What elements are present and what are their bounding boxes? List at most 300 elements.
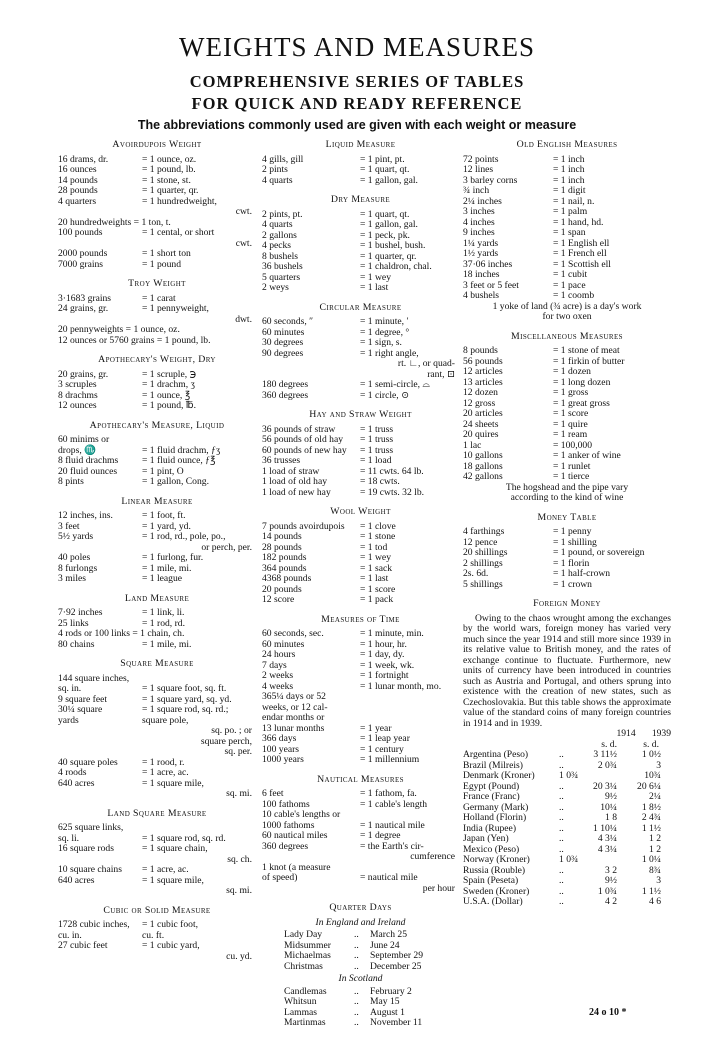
table-row: [58, 726, 256, 737]
table-row: [463, 186, 671, 197]
row-left: 1000 fathoms: [262, 819, 315, 831]
section-liquid-measure: [262, 140, 459, 186]
table-row: [58, 260, 256, 271]
row-right: = 1 short ton: [142, 248, 191, 259]
row-right: = 1 ounce, ℥: [142, 389, 191, 401]
row-right: sq. per.: [224, 746, 252, 757]
country: India (Rupee): [463, 822, 517, 834]
table-row: [463, 291, 671, 302]
row-left: 8 furlongs: [58, 562, 98, 574]
row-right: = 1 square yard, sq. yd.: [142, 693, 232, 705]
row-right: = 18 cwts.: [360, 476, 400, 487]
section-title: Hay and Straw Weight: [309, 409, 412, 420]
table-row: [262, 997, 459, 1008]
value-1914: 9½: [605, 875, 617, 886]
currency-row: [463, 792, 671, 803]
row-dots: ..: [559, 822, 564, 834]
table-row: [58, 304, 256, 315]
row-left: 27 cubic feet: [58, 940, 108, 951]
row-left: drops, ♏: [58, 444, 97, 456]
row-right: = 1 lunar month, mo.: [360, 680, 442, 692]
row-dots: ..: [559, 801, 564, 813]
row-left: 2000 pounds: [58, 248, 108, 259]
row-left: 4 quarters: [58, 195, 97, 207]
row-name: Christmas: [284, 960, 323, 972]
value-1939: 1 2: [649, 833, 661, 844]
row-left: 40 square poles: [58, 756, 118, 768]
table-row: [58, 553, 256, 564]
row-right: = 1 pack: [360, 594, 394, 605]
row-left: 20 pounds: [262, 583, 302, 595]
section-note: according to the kind of wine: [510, 492, 624, 503]
row-left: 7 pounds avoirdupois: [262, 520, 345, 532]
row-left: [58, 747, 142, 758]
row-left: 8 pints: [58, 476, 84, 487]
currency-row: [463, 897, 671, 908]
section-money-table: [463, 513, 671, 591]
row-left: 16 ounces: [58, 164, 97, 175]
row-left: 1 load of old hay: [262, 476, 328, 487]
row-left: 5½ yards: [58, 531, 94, 542]
row-left: 1 knot (a measure: [262, 861, 331, 873]
value-1914: [573, 771, 617, 782]
country: Argentina (Peso): [463, 749, 529, 760]
table-row: [463, 367, 671, 378]
table-row: [262, 734, 459, 745]
row-left: 12 ounces: [58, 400, 97, 411]
row-dots: ..: [354, 929, 359, 940]
row-right: = 1 penny: [553, 526, 592, 537]
row-right: = 1 tod: [360, 541, 388, 553]
row-right: = 100,000: [553, 439, 592, 451]
row-date: August 1: [370, 1006, 405, 1018]
table-row: [58, 789, 256, 800]
row-left: [58, 886, 142, 897]
row-left: 20 hundredweights = 1 ton, t.: [58, 216, 171, 228]
table-row: [262, 220, 459, 231]
section-avoirdupois-weight: [58, 140, 256, 270]
row-left: 60 pounds of new hay: [262, 444, 347, 456]
row-right: = 1 last: [360, 573, 389, 584]
section-title: Land Measure: [124, 592, 190, 604]
value-1914: 4 3¼: [597, 833, 617, 844]
subtitle-line-2: FOR QUICK AND READY REFERENCE: [191, 94, 523, 113]
table-row: [463, 409, 671, 420]
section-wool-weight: [262, 507, 459, 606]
row-right: = 1 link, li.: [142, 607, 185, 618]
table-row: [262, 165, 459, 176]
table-row: [262, 477, 459, 488]
section-foreign-money: [463, 599, 671, 908]
row-right: [142, 629, 256, 640]
row-left: 366 days: [262, 733, 297, 744]
table-row: [463, 207, 671, 218]
row-left: 20 quires: [463, 429, 499, 440]
section-measures-of-time: [262, 615, 459, 766]
row-left: 4 pecks: [262, 240, 292, 251]
row-left: 1 lac: [463, 439, 482, 451]
row-right: = 1 semi-circle, ⌓: [360, 379, 431, 390]
section-note: 1 yoke of land (¾ acre) is a day's work: [492, 300, 642, 312]
row-date: June 24: [370, 939, 400, 951]
row-left: 12 articles: [463, 366, 503, 377]
subheading: In England and Ireland: [315, 916, 406, 928]
row-left: 4 quarts: [262, 219, 293, 230]
table-row: [262, 713, 459, 724]
row-left: 2 weeks: [262, 670, 294, 681]
country: U.S.A. (Dollar): [463, 896, 523, 907]
value-1914: 4 2: [605, 896, 617, 907]
table-row: [262, 456, 459, 467]
row-right: = 1 digit: [553, 185, 586, 196]
row-right: = 1 inch: [553, 153, 585, 165]
row-right: = 1 ounce, oz.: [142, 153, 197, 165]
row-date: March 25: [370, 929, 408, 940]
value-1914: 3 2: [605, 864, 617, 876]
row-dots: ..: [354, 1017, 359, 1028]
row-left: 4 weeks: [262, 680, 294, 692]
row-name: Lammas: [284, 1006, 318, 1018]
section-title: Nautical Measures: [317, 773, 404, 785]
table-row: [58, 207, 256, 218]
row-left: 36 pounds of straw: [262, 423, 336, 435]
table-row: [262, 810, 459, 821]
row-dots: ..: [354, 1006, 359, 1018]
table-row: [262, 629, 459, 640]
row-right: = 1 fluid ounce, ƒ℥: [142, 455, 216, 466]
row-left: [58, 737, 142, 748]
row-left: 16 square rods: [58, 843, 114, 854]
row-right: = 1 florin: [553, 557, 590, 569]
row-right: = 1 span: [553, 227, 586, 238]
row-left: 72 points: [463, 153, 499, 165]
value-1939: 3: [656, 875, 661, 886]
row-right: [142, 435, 256, 446]
row-left: 12 lines: [463, 164, 494, 175]
row-right: = 1 stone of meat: [553, 345, 620, 356]
row-right: = 1 firkin of butter: [553, 355, 625, 367]
row-right: sq. ch.: [227, 853, 252, 865]
row-right: = 1 pint, pt.: [360, 153, 405, 165]
row-right: = 1 cubic foot,: [142, 919, 199, 930]
table-row: [262, 755, 459, 766]
row-left: 24 grains, gr.: [58, 303, 109, 314]
row-left: 100 fathoms: [262, 798, 310, 810]
row-left: 1¼ yards: [463, 237, 499, 249]
section-title: Avoirdupois Weight: [112, 139, 202, 150]
section-circular-measure: [262, 303, 459, 402]
page-footer: 24 o 10 *: [589, 1007, 627, 1018]
table-row: [262, 951, 459, 962]
section-title: Troy Weight: [128, 278, 186, 289]
row-right: = 1 bushel, bush.: [360, 240, 426, 251]
row-left: 1000 years: [262, 754, 304, 765]
row-dots: ..: [559, 759, 564, 771]
table-row: [58, 684, 256, 695]
row-left: 2 weys: [262, 282, 289, 293]
table-row: [262, 532, 459, 543]
country: Sweden (Kroner): [463, 885, 530, 897]
currency-table: [463, 729, 671, 908]
row-right: = 1 fluid drachm, ƒʒ: [142, 444, 221, 456]
country: Mexico (Peso): [463, 843, 520, 855]
table-row: [58, 435, 256, 446]
row-left: [58, 207, 142, 218]
row-right: = 1 load: [360, 455, 392, 466]
table-row: [463, 569, 671, 580]
row-dots: ..: [354, 950, 359, 961]
row-right: = 1 wey: [360, 552, 391, 563]
table-row: [262, 1018, 459, 1029]
table-row: [463, 472, 671, 483]
section-title: Land Square Measure: [107, 807, 207, 819]
row-left: 9 inches: [463, 227, 495, 238]
row-left: 8 fluid drachms: [58, 455, 119, 466]
value-1914: 20 3¼: [593, 780, 617, 792]
row-left: 42 gallons: [463, 471, 503, 482]
row-left: 10 square chains: [58, 864, 122, 875]
table-row: [58, 608, 256, 619]
country: Norway (Kroner): [463, 854, 530, 865]
table-row: [262, 873, 459, 884]
row-left: 625 square links,: [58, 822, 124, 833]
column-left: [58, 140, 256, 971]
row-left: 14 pounds: [262, 531, 302, 542]
row-left: 30¼ square: [58, 704, 103, 715]
row-dots: ..: [559, 812, 564, 823]
row-left: 100 pounds: [58, 227, 103, 238]
row-left: 9 square feet: [58, 693, 108, 705]
currency-header: [463, 729, 671, 740]
row-right: = 1 fortnight: [360, 670, 409, 681]
row-left: 3 feet or 5 feet: [463, 279, 519, 291]
column-right: [463, 140, 671, 917]
row-right: = 1 cable's length: [360, 798, 428, 810]
row-right: = 1 rod, rd.: [142, 617, 185, 629]
row-right: = 1 square rod, sq. rd.: [142, 832, 226, 844]
currency-row: [463, 771, 671, 782]
row-right: = 1 minute, min.: [360, 628, 424, 639]
row-left: 20 articles: [463, 408, 503, 419]
row-right: = 1 crown: [553, 578, 592, 590]
table-row: [58, 747, 256, 758]
row-left: 10 cable's lengths or: [262, 809, 341, 820]
row-right: = 1 stone: [360, 531, 396, 542]
row-left: 16 drams, dr.: [58, 153, 109, 165]
row-left: 8 bushels: [262, 250, 298, 262]
row-right: cumference: [410, 851, 455, 862]
row-right: = 1 scruple, ℈: [142, 368, 197, 380]
table-row: [262, 650, 459, 661]
value-1939: 1 1½: [641, 885, 661, 897]
row-right: = 1 runlet: [553, 460, 591, 472]
table-row: [58, 952, 256, 963]
table-row: [58, 920, 256, 931]
column-middle: [262, 140, 459, 1038]
row-right: = 1 score: [553, 408, 589, 419]
table-row: [58, 640, 256, 651]
row-left: 30 degrees: [262, 337, 304, 348]
row-left: 3 scruples: [58, 379, 97, 390]
row-right: [360, 810, 459, 821]
row-right: = 1 chaldron, chal.: [360, 261, 432, 272]
table-row: [262, 176, 459, 187]
row-left: [262, 884, 360, 895]
row-right: = 1 truss: [360, 434, 394, 445]
row-right: = 1 square mile,: [142, 777, 204, 789]
row-right: = 1 mile, mi.: [142, 638, 192, 650]
row-left: 12 dozen: [463, 387, 498, 398]
row-right: [142, 823, 256, 834]
value-1939: 10¾: [644, 770, 661, 781]
value-1914: [573, 855, 617, 866]
row-left: 60 seconds, ″: [262, 316, 314, 327]
row-left: 40 poles: [58, 552, 91, 563]
row-right: = nautical mile: [360, 872, 418, 883]
row-right: = 1 pennyweight,: [142, 303, 209, 314]
row-left: 2 pints: [262, 164, 288, 175]
row-left: 4 roods: [58, 767, 87, 778]
value-1914: 10¼: [600, 801, 617, 813]
table-row: [262, 435, 459, 446]
table-row: [463, 548, 671, 559]
row-right: = 1 acre, ac.: [142, 864, 189, 875]
row-left: 365¼ days or 52: [262, 691, 326, 702]
paragraph-text: Owing to the chaos wrought among the exchanges by the world wars, foreign money has varied very much since the year 1914 and still more since 1939 in its relative value to British money, and the rates of exchange continue to fluctuate. Furthermore, new units of currency have been introduced in countries such as Austria and Portugal, and others sprung into existence with the creation of new states, such as Czechoslovakia. But this table shows the approximate value of the standard coins of many foreign countries in 1914 and in 1939.: [463, 612, 671, 729]
row-left: 14 pounds: [58, 174, 98, 186]
table-row: [463, 249, 671, 260]
row-left: 90 degrees: [262, 347, 304, 359]
row-left: 3 barley corns: [463, 174, 518, 186]
row-right: = 1 square rod, sq. rd.;: [142, 704, 229, 715]
row-left: 60 nautical miles: [262, 830, 328, 841]
subtitle-line-1: COMPREHENSIVE SERIES OF TABLES: [189, 72, 525, 91]
row-right: = 1 cubit: [553, 269, 588, 280]
value-1939: 3: [656, 759, 661, 771]
row-left: 1½ yards: [463, 248, 499, 259]
table-row: [58, 249, 256, 260]
value-1939: 20 6¼: [637, 780, 661, 792]
row-left: 7·92 inches: [58, 607, 103, 618]
row-right: = 11 cwts. 64 lb.: [360, 465, 424, 477]
row-left: 5 shillings: [463, 578, 503, 590]
row-right: = 1 right angle,: [360, 347, 419, 359]
value-1914: 3 11½: [593, 749, 617, 760]
row-right: = 1 yard, yd.: [142, 520, 191, 532]
value-1939: 4 6: [649, 896, 661, 907]
row-right: rant, ⊡: [427, 368, 455, 380]
table-row: [58, 336, 256, 347]
row-left: 4 quarts: [262, 174, 293, 186]
row-right: = 1 last: [360, 282, 389, 293]
row-left: 12 ounces or 5760 grains = 1 pound, lb.: [58, 334, 211, 346]
row-left: 182 pounds: [262, 552, 307, 563]
row-left: 640 acres: [58, 874, 95, 886]
value-1939: 1 8½: [641, 801, 661, 813]
row-right: = 1 ream: [553, 429, 588, 440]
section-nautical-measures: [262, 775, 459, 895]
section-land-square-measure: [58, 809, 256, 897]
table-row: [463, 270, 671, 281]
section-title: Old English Measures: [516, 139, 618, 150]
section-title: Money Table: [537, 511, 597, 523]
row-left: 60 minutes: [262, 638, 305, 650]
row-right: = 1 foot, ft.: [142, 510, 186, 521]
row-name: Michaelmas: [284, 950, 331, 961]
table-row: [463, 580, 671, 591]
row-left: 20 grains, gr.: [58, 368, 109, 380]
row-right: = 1 pound: [142, 258, 181, 270]
header-spacer: [463, 729, 575, 740]
row-left: 3 feet: [58, 520, 80, 532]
table-row: [58, 380, 256, 391]
value-1914: 2 0¾: [597, 759, 617, 771]
row-dots: ..: [559, 875, 564, 886]
year-1939: 1939: [651, 728, 672, 739]
row-right: = 1 dozen: [553, 366, 591, 377]
row-left: [58, 726, 142, 737]
table-row: [58, 228, 256, 239]
value-1939: 1 1½: [641, 822, 661, 834]
row-date: May 15: [370, 996, 400, 1007]
value-1914: 1 10¼: [593, 822, 617, 834]
row-right: = 1 peck, pk.: [360, 229, 410, 241]
row-left: 3 miles: [58, 573, 86, 584]
row-dots: ..: [559, 896, 564, 907]
row-right: = 1 fathom, fa.: [360, 788, 417, 799]
row-right: = 1 hundredweight,: [142, 195, 217, 207]
row-left: 8 drachms: [58, 389, 98, 401]
section-land-measure: [58, 594, 256, 651]
table-row: [262, 338, 459, 349]
intro-line: The abbreviations commonly used are given with each weight or measure: [137, 118, 577, 132]
subheading: In Scotland: [338, 973, 383, 984]
section-linear-measure: [58, 497, 256, 585]
row-left: 2¼ inches: [463, 195, 502, 207]
row-left: 4 inches: [463, 216, 495, 228]
row-left: 4 gills, gill: [262, 153, 304, 165]
row-left: 6 feet: [262, 788, 284, 799]
row-right: = 1 acre, ac.: [142, 767, 189, 778]
value-1939: 2¼: [649, 791, 661, 802]
row-right: = 1 palm: [553, 206, 588, 217]
row-left: 18 inches: [463, 269, 500, 280]
table-row: [262, 884, 459, 895]
row-left: 4 rods or 100 links = 1 chain, ch.: [58, 628, 185, 639]
row-left: 24 hours: [262, 649, 296, 660]
row-left: sq. li.: [58, 832, 80, 844]
row-dots: ..: [559, 833, 564, 844]
row-name: Lady Day: [284, 929, 323, 940]
row-right: = 1 furlong, fur.: [142, 552, 204, 563]
row-right: cwt.: [235, 206, 252, 217]
table-row: [262, 488, 459, 499]
row-left: 1 load of new hay: [262, 486, 331, 498]
section-title: Measures of Time: [321, 613, 400, 625]
table-row: [463, 430, 671, 441]
section-apothecary-s-weight-dry: [58, 355, 256, 412]
row-left: 20 shillings: [463, 547, 508, 558]
row-left: 12 pence: [463, 536, 498, 548]
row-right: = 1 Scottish ell: [553, 258, 611, 270]
row-left: 36 trusses: [262, 455, 301, 466]
table-row: [262, 553, 459, 564]
row-right: = 1 nautical mile: [360, 819, 425, 831]
table-row: [262, 789, 459, 800]
row-right: = 1 rod, rd., pole, po.,: [142, 531, 226, 542]
row-right: = 1 sack: [360, 562, 393, 574]
row-left: [262, 852, 360, 863]
